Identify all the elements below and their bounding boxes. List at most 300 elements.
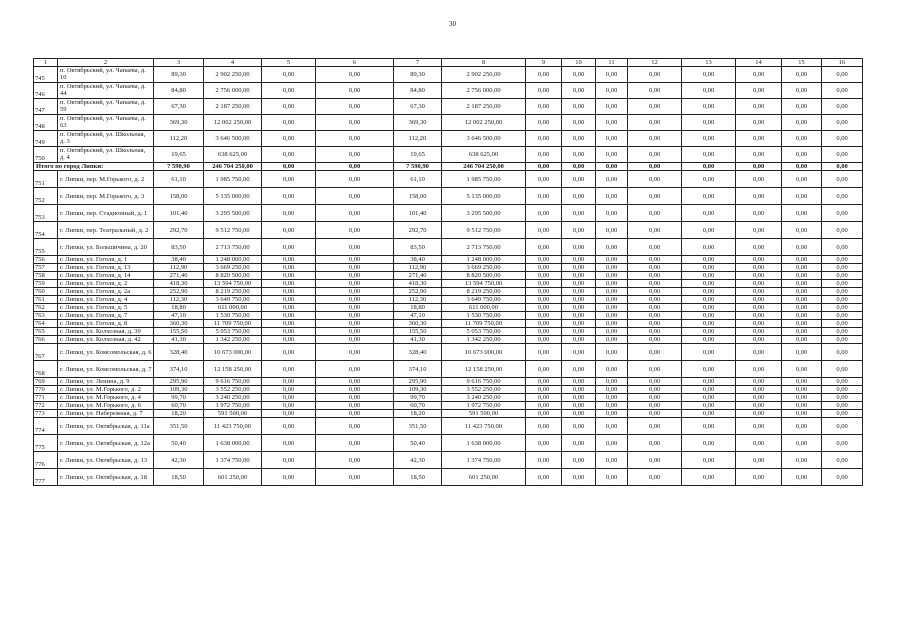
- table-cell: 0,00: [628, 386, 682, 394]
- table-cell: 0,00: [316, 222, 394, 239]
- row-number: 746: [34, 83, 58, 99]
- table-row: [34, 452, 863, 469]
- table-cell: 0,00: [316, 344, 394, 361]
- table-row: [34, 336, 863, 344]
- table-cell: 0,00: [782, 452, 822, 469]
- table-cell: 1 638 000,00: [442, 435, 526, 452]
- row-number: 775: [34, 435, 58, 452]
- table-cell: 99,70: [394, 394, 442, 402]
- table-cell: 38,40: [154, 256, 204, 264]
- table-cell: 13 594 750,00: [442, 280, 526, 288]
- table-cell: 0,00: [822, 67, 863, 83]
- table-cell: 0,00: [628, 320, 682, 328]
- table-cell: 9 512 750,00: [204, 222, 262, 239]
- table-cell: 0,00: [782, 188, 822, 205]
- table-cell: 0,00: [562, 163, 596, 171]
- table-cell: 1 985 750,00: [204, 171, 262, 188]
- table-row: [34, 418, 863, 435]
- table-cell: 0,00: [822, 188, 863, 205]
- table-cell: 0,00: [596, 469, 628, 486]
- table-row: [34, 205, 863, 222]
- address-cell: г. Липки, ул. Октябрьская, д. 18: [58, 469, 154, 486]
- row-number: 765: [34, 328, 58, 336]
- table-cell: 0,00: [628, 280, 682, 288]
- table-cell: 0,00: [262, 336, 316, 344]
- row-number: 777: [34, 469, 58, 486]
- table-cell: 0,00: [262, 402, 316, 410]
- table-cell: 0,00: [628, 163, 682, 171]
- table-cell: 1 638 000,00: [204, 435, 262, 452]
- table-cell: 1 374 750,00: [442, 452, 526, 469]
- address-cell: п. Октябрьский, ул. Чапаева, д. 63: [58, 115, 154, 131]
- table-cell: 0,00: [262, 171, 316, 188]
- table-cell: 0,00: [822, 115, 863, 131]
- table-cell: 83,50: [394, 239, 442, 256]
- table-cell: 0,00: [262, 205, 316, 222]
- table-cell: 0,00: [596, 67, 628, 83]
- table-cell: 42,30: [394, 452, 442, 469]
- address-cell: г. Липки, ул. Октябрьская, д. 11а: [58, 418, 154, 435]
- table-cell: 0,00: [736, 256, 782, 264]
- table-cell: 0,00: [526, 469, 562, 486]
- table-row: [34, 67, 863, 83]
- table-cell: 8 820 500,00: [442, 272, 526, 280]
- table-cell: 295,90: [154, 378, 204, 386]
- table-cell: 47,10: [394, 312, 442, 320]
- table-cell: 0,00: [736, 83, 782, 99]
- address-cell: г. Липки, пер. Стадионный, д. 1: [58, 205, 154, 222]
- address-cell: г. Липки, ул. Набережная, д. 7: [58, 410, 154, 418]
- table-cell: 0,00: [736, 296, 782, 304]
- table-cell: 292,70: [154, 222, 204, 239]
- table-cell: 0,00: [526, 312, 562, 320]
- table-cell: 11 709 750,00: [442, 320, 526, 328]
- table-cell: 0,00: [262, 280, 316, 288]
- table-cell: 101,40: [394, 205, 442, 222]
- address-cell: г. Липки, ул. Гоголя, д. 5: [58, 304, 154, 312]
- table-cell: 0,00: [682, 239, 736, 256]
- table-cell: 1 972 750,00: [442, 402, 526, 410]
- table-cell: 0,00: [316, 320, 394, 328]
- table-cell: 0,00: [782, 83, 822, 99]
- address-cell: г. Липки, ул. Большичина, д. 20: [58, 239, 154, 256]
- table-cell: 3 552 250,00: [442, 386, 526, 394]
- table-cell: 0,00: [262, 188, 316, 205]
- table-cell: 0,00: [628, 131, 682, 147]
- table-cell: 418,30: [394, 280, 442, 288]
- table-cell: 0,00: [596, 410, 628, 418]
- table-cell: 0,00: [596, 83, 628, 99]
- table-cell: 0,00: [822, 361, 863, 378]
- table-cell: 38,40: [394, 256, 442, 264]
- table-cell: 0,00: [526, 280, 562, 288]
- table-cell: 0,00: [262, 163, 316, 171]
- table-cell: 83,50: [154, 239, 204, 256]
- table-cell: 0,00: [682, 222, 736, 239]
- table-row: [34, 328, 863, 336]
- table-cell: 0,00: [562, 378, 596, 386]
- column-header: 8: [442, 59, 526, 67]
- address-cell: г. Липки, ул. Гоголя, д. 14: [58, 272, 154, 280]
- table-cell: 0,00: [596, 304, 628, 312]
- table-cell: 3 295 500,00: [204, 205, 262, 222]
- table-cell: 0,00: [316, 163, 394, 171]
- table-row: [34, 222, 863, 239]
- table-cell: 0,00: [316, 418, 394, 435]
- address-cell: г. Липки, ул. Октябрьская, д. 13: [58, 452, 154, 469]
- table-cell: 12 158 250,00: [204, 361, 262, 378]
- table-cell: 0,00: [628, 171, 682, 188]
- table-cell: 13 594 750,00: [204, 280, 262, 288]
- table-row: [34, 361, 863, 378]
- row-number: 771: [34, 394, 58, 402]
- column-header: 3: [154, 59, 204, 67]
- table-cell: 0,00: [782, 115, 822, 131]
- table-cell: 0,00: [596, 361, 628, 378]
- table-cell: 67,30: [154, 99, 204, 115]
- column-header: 6: [316, 59, 394, 67]
- table-cell: 0,00: [736, 67, 782, 83]
- table-cell: 0,00: [736, 386, 782, 394]
- table-cell: 0,00: [262, 115, 316, 131]
- total-row: [34, 163, 863, 171]
- table-cell: 41,30: [394, 336, 442, 344]
- address-cell: г. Липки, ул. Колхозная, д. 39: [58, 328, 154, 336]
- column-header: 2: [58, 59, 154, 67]
- column-header: 9: [526, 59, 562, 67]
- table-cell: 0,00: [562, 469, 596, 486]
- table-cell: 0,00: [596, 222, 628, 239]
- table-cell: 0,00: [822, 418, 863, 435]
- row-number: 773: [34, 410, 58, 418]
- table-cell: 0,00: [682, 328, 736, 336]
- table-cell: 0,00: [596, 272, 628, 280]
- address-cell: г. Липки, ул. Гоголя, д. 7: [58, 312, 154, 320]
- table-cell: 0,00: [526, 344, 562, 361]
- table-cell: 0,00: [628, 344, 682, 361]
- row-number: 756: [34, 256, 58, 264]
- table-cell: 47,10: [154, 312, 204, 320]
- row-number: 758: [34, 272, 58, 280]
- table-cell: 0,00: [262, 469, 316, 486]
- table-cell: 0,00: [682, 361, 736, 378]
- table-cell: 0,00: [822, 264, 863, 272]
- table-cell: 0,00: [782, 239, 822, 256]
- row-number: 752: [34, 188, 58, 205]
- table-cell: 0,00: [526, 67, 562, 83]
- table-cell: 155,50: [154, 328, 204, 336]
- table-cell: 0,00: [628, 264, 682, 272]
- table-cell: 0,00: [262, 83, 316, 99]
- address-cell: г. Липки, ул. Гоголя, д. 2: [58, 280, 154, 288]
- table-cell: 0,00: [562, 336, 596, 344]
- table-cell: 374,10: [394, 361, 442, 378]
- table-cell: 0,00: [782, 131, 822, 147]
- table-cell: 0,00: [782, 67, 822, 83]
- table-cell: 0,00: [562, 402, 596, 410]
- table-cell: 0,00: [782, 320, 822, 328]
- table-cell: 638 625,00: [442, 147, 526, 163]
- table-row: [34, 83, 863, 99]
- table-cell: 0,00: [526, 205, 562, 222]
- table-cell: 9 512 750,00: [442, 222, 526, 239]
- table-cell: 0,00: [562, 239, 596, 256]
- table-cell: 611 000,00: [204, 304, 262, 312]
- table-row: [34, 280, 863, 288]
- table-cell: 0,00: [596, 115, 628, 131]
- table-cell: 0,00: [736, 410, 782, 418]
- column-header: 11: [596, 59, 628, 67]
- table-cell: 0,00: [682, 131, 736, 147]
- table-cell: 0,00: [628, 394, 682, 402]
- table-cell: 0,00: [596, 171, 628, 188]
- table-cell: 61,10: [394, 171, 442, 188]
- table-cell: 0,00: [682, 418, 736, 435]
- table-cell: 0,00: [316, 280, 394, 288]
- table-cell: 0,00: [596, 99, 628, 115]
- table-cell: 0,00: [822, 205, 863, 222]
- table-cell: 0,00: [822, 378, 863, 386]
- address-cell: г. Липки, ул. М.Горького, д. 4: [58, 394, 154, 402]
- table-cell: 3 669 250,00: [204, 264, 262, 272]
- table-cell: 0,00: [262, 296, 316, 304]
- table-cell: 611 000,00: [442, 304, 526, 312]
- table-cell: 0,00: [628, 328, 682, 336]
- table-cell: 0,00: [262, 131, 316, 147]
- table-cell: 369,30: [394, 115, 442, 131]
- table-cell: 3 646 500,00: [442, 131, 526, 147]
- table-cell: 0,00: [562, 99, 596, 115]
- table-cell: 0,00: [782, 147, 822, 163]
- address-cell: г. Липки, ул. М.Горького, д. 6: [58, 402, 154, 410]
- table-cell: 328,40: [394, 344, 442, 361]
- column-header: 16: [822, 59, 863, 67]
- table-cell: 246 704 250,00: [442, 163, 526, 171]
- table-cell: 0,00: [562, 272, 596, 280]
- address-cell: п. Октябрьский, ул. Чапаева, д. 10: [58, 67, 154, 83]
- table-cell: 12 158 250,00: [442, 361, 526, 378]
- table-row: [34, 378, 863, 386]
- page-number: 30: [449, 20, 456, 28]
- table-cell: 1 530 750,00: [204, 312, 262, 320]
- table-cell: 0,00: [782, 264, 822, 272]
- table-row: [34, 239, 863, 256]
- table-cell: 0,00: [822, 131, 863, 147]
- table-cell: 0,00: [822, 280, 863, 288]
- table-cell: 328,40: [154, 344, 204, 361]
- table-cell: 19,65: [154, 147, 204, 163]
- table-cell: 0,00: [628, 361, 682, 378]
- table-cell: 0,00: [736, 131, 782, 147]
- table-cell: 112,20: [394, 131, 442, 147]
- table-cell: 50,40: [394, 435, 442, 452]
- table-cell: 0,00: [316, 131, 394, 147]
- table-cell: 18,20: [154, 410, 204, 418]
- table-cell: 0,00: [262, 272, 316, 280]
- table-cell: 0,00: [562, 83, 596, 99]
- table-cell: 0,00: [822, 147, 863, 163]
- table-cell: 0,00: [736, 361, 782, 378]
- address-cell: г. Липки, ул. Гоголя, д. 4: [58, 296, 154, 304]
- table-cell: 0,00: [628, 312, 682, 320]
- table-cell: 0,00: [782, 163, 822, 171]
- table-cell: 351,50: [394, 418, 442, 435]
- table-cell: 84,80: [154, 83, 204, 99]
- table-cell: 0,00: [628, 452, 682, 469]
- column-header: 1: [34, 59, 58, 67]
- table-cell: 351,50: [154, 418, 204, 435]
- table-cell: 0,00: [782, 296, 822, 304]
- table-cell: 11 709 750,00: [204, 320, 262, 328]
- table-row: [34, 99, 863, 115]
- table-cell: 0,00: [682, 256, 736, 264]
- table-cell: 0,00: [316, 99, 394, 115]
- table-cell: 0,00: [526, 115, 562, 131]
- table-cell: 0,00: [526, 222, 562, 239]
- table-cell: 0,00: [822, 222, 863, 239]
- table-cell: 0,00: [262, 222, 316, 239]
- table-cell: 89,30: [394, 67, 442, 83]
- table-cell: 0,00: [682, 394, 736, 402]
- table-cell: 1 248 000,00: [204, 256, 262, 264]
- table-cell: 0,00: [736, 344, 782, 361]
- table-cell: 0,00: [526, 418, 562, 435]
- row-number: 776: [34, 452, 58, 469]
- table-cell: 3 240 250,00: [204, 394, 262, 402]
- table-cell: 638 625,00: [204, 147, 262, 163]
- table-cell: 61,10: [154, 171, 204, 188]
- table-cell: 0,00: [526, 188, 562, 205]
- row-number: 764: [34, 320, 58, 328]
- table-cell: 0,00: [562, 394, 596, 402]
- table-cell: 0,00: [562, 147, 596, 163]
- table-cell: 41,30: [154, 336, 204, 344]
- table-cell: 0,00: [562, 418, 596, 435]
- table-cell: 252,90: [394, 288, 442, 296]
- table-cell: 0,00: [316, 67, 394, 83]
- table-row: [34, 288, 863, 296]
- table-cell: 0,00: [526, 304, 562, 312]
- table-cell: 0,00: [736, 312, 782, 320]
- table-cell: 295,90: [394, 378, 442, 386]
- table-cell: 0,00: [822, 83, 863, 99]
- table-cell: 0,00: [822, 328, 863, 336]
- table-cell: 0,00: [526, 239, 562, 256]
- table-row: [34, 402, 863, 410]
- address-cell: г. Липки, ул. Гоголя, д. 1: [58, 256, 154, 264]
- table-cell: 112,30: [394, 296, 442, 304]
- table-cell: 5 053 750,00: [442, 328, 526, 336]
- address-cell: г. Липки, пер. Театральный, д. 2: [58, 222, 154, 239]
- table-cell: 0,00: [822, 344, 863, 361]
- table-cell: 374,10: [154, 361, 204, 378]
- column-header: 5: [262, 59, 316, 67]
- table-cell: 0,00: [782, 435, 822, 452]
- address-cell: г. Липки, ул. Октябрьская, д. 12а: [58, 435, 154, 452]
- table-cell: 0,00: [526, 386, 562, 394]
- table-cell: 0,00: [596, 312, 628, 320]
- table-cell: 11 423 750,00: [204, 418, 262, 435]
- table-cell: 1 374 750,00: [204, 452, 262, 469]
- table-cell: 0,00: [316, 394, 394, 402]
- table-cell: 0,00: [262, 418, 316, 435]
- row-number: 759: [34, 280, 58, 288]
- table-cell: 0,00: [316, 115, 394, 131]
- table-cell: 0,00: [596, 418, 628, 435]
- table-cell: 0,00: [526, 296, 562, 304]
- table-cell: 1 530 750,00: [442, 312, 526, 320]
- table-cell: 0,00: [736, 272, 782, 280]
- table-cell: 0,00: [262, 288, 316, 296]
- row-number: 745: [34, 67, 58, 83]
- table-cell: 0,00: [736, 171, 782, 188]
- table-cell: 0,00: [562, 344, 596, 361]
- row-number: 762: [34, 304, 58, 312]
- table-cell: 0,00: [562, 171, 596, 188]
- row-number: 753: [34, 205, 58, 222]
- table-cell: 1 248 000,00: [442, 256, 526, 264]
- table-cell: 0,00: [526, 361, 562, 378]
- table-cell: 0,00: [736, 328, 782, 336]
- column-header: 10: [562, 59, 596, 67]
- row-number: 767: [34, 344, 58, 361]
- table-cell: 0,00: [526, 256, 562, 264]
- table-cell: 0,00: [316, 410, 394, 418]
- table-cell: 0,00: [262, 344, 316, 361]
- table-cell: 2 187 250,00: [204, 99, 262, 115]
- table-cell: 5 135 000,00: [442, 188, 526, 205]
- table-cell: 246 704 250,00: [204, 163, 262, 171]
- table-cell: 10 673 000,00: [204, 344, 262, 361]
- table-cell: 0,00: [526, 264, 562, 272]
- table-cell: 0,00: [562, 410, 596, 418]
- table-cell: 0,00: [822, 469, 863, 486]
- table-cell: 18,80: [394, 304, 442, 312]
- table-cell: 101,40: [154, 205, 204, 222]
- table-row: [34, 188, 863, 205]
- table-cell: 0,00: [822, 336, 863, 344]
- table-cell: 5 053 750,00: [204, 328, 262, 336]
- table-cell: 0,00: [682, 272, 736, 280]
- table-cell: 8 820 500,00: [204, 272, 262, 280]
- table-cell: 99,70: [154, 394, 204, 402]
- table-cell: 0,00: [596, 296, 628, 304]
- table-row: [34, 304, 863, 312]
- table-cell: 0,00: [596, 336, 628, 344]
- table-cell: 0,00: [526, 272, 562, 280]
- table-cell: 0,00: [736, 394, 782, 402]
- row-number: 772: [34, 402, 58, 410]
- column-header: 4: [204, 59, 262, 67]
- table-cell: 0,00: [596, 131, 628, 147]
- table-cell: 0,00: [316, 239, 394, 256]
- table-cell: 5 135 000,00: [204, 188, 262, 205]
- table-cell: 0,00: [596, 452, 628, 469]
- row-number: 750: [34, 147, 58, 163]
- table-cell: 0,00: [682, 312, 736, 320]
- table-cell: 0,00: [822, 163, 863, 171]
- table-cell: 0,00: [262, 452, 316, 469]
- table-cell: 0,00: [822, 288, 863, 296]
- table-cell: 0,00: [262, 147, 316, 163]
- table-cell: 0,00: [782, 171, 822, 188]
- table-cell: 0,00: [736, 188, 782, 205]
- column-header: 14: [736, 59, 782, 67]
- table-cell: 0,00: [628, 296, 682, 304]
- table-cell: 0,00: [562, 452, 596, 469]
- table-cell: 0,00: [736, 378, 782, 386]
- table-cell: 0,00: [562, 304, 596, 312]
